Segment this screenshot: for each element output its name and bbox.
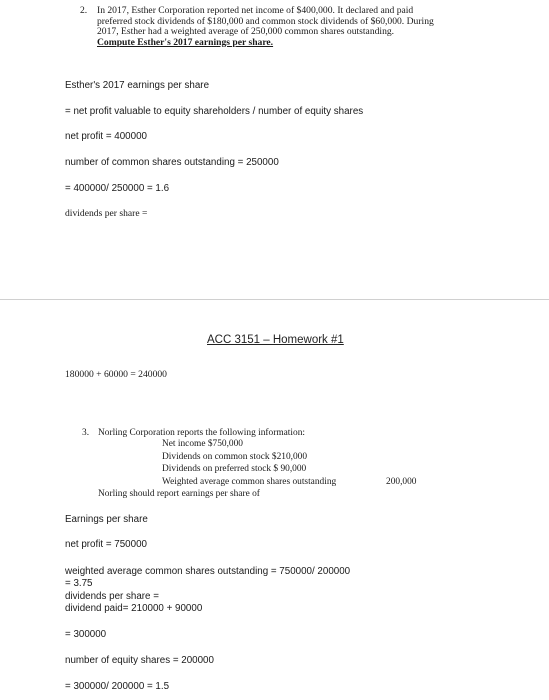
question-3-shares-value: 200,000: [386, 477, 417, 487]
question-2-body: [97, 6, 497, 48]
page-title: ACC 3151 – Homework #1: [207, 334, 344, 346]
question-3-item: Weighted average common shares outstanding: [162, 477, 337, 487]
page-divider: [0, 299, 549, 300]
answer-3-result: = 300000/ 200000 = 1.5: [65, 681, 170, 692]
dividend-sum-line: 180000 + 60000 = 240000: [65, 369, 167, 380]
question-2-task: Compute Esther's 2017 earnings per share.: [97, 36, 274, 48]
answer-3-net-profit: net profit = 750000: [65, 539, 147, 550]
question-2-line: preferred stock dividends of $180,000 and common stock dividends of $60,000. During: [97, 15, 434, 27]
answer-3-heading: Earnings per share: [65, 514, 148, 525]
answer-3-equity-shares: number of equity shares = 200000: [65, 655, 214, 666]
answer-3-paid-total: = 300000: [65, 629, 107, 640]
question-2-line: In 2017, Esther Corporation reported net income of $400,000. It declared and paid: [97, 5, 414, 16]
answer-2-formula: = net profit valuable to equity shareholders / number of equity shares: [65, 106, 364, 117]
answer-2-dividends: dividends per share =: [65, 208, 148, 219]
answer-3-dividends: dividends per share =: [65, 591, 159, 602]
answer-3-weighted: weighted average common shares outstanding = 750000/ 200000: [65, 566, 351, 577]
question-3-intro: Norling Corporation reports the following information:: [98, 428, 305, 438]
answer-2-result: = 400000/ 250000 = 1.6: [65, 183, 170, 194]
question-3-item: Dividends on preferred stock $ 90,000: [162, 464, 307, 474]
question-2-number: 2.: [80, 5, 88, 16]
answer-3-ratio: = 3.75: [65, 578, 93, 589]
answer-3-dividend-paid: dividend paid= 210000 + 90000: [65, 603, 203, 614]
answer-2-heading: Esther's 2017 earnings per share: [65, 80, 210, 91]
question-3-task: Norling should report earnings per share of: [98, 489, 260, 499]
question-2-line: 2017, Esther had a weighted average of 250,000 common shares outstanding.: [97, 26, 395, 38]
answer-2-net-profit: net profit = 400000: [65, 131, 147, 142]
answer-2-shares: number of common shares outstanding = 250000: [65, 157, 279, 168]
question-3-item: Net income $750,000: [162, 439, 243, 449]
question-3-item: Dividends on common stock $210,000: [162, 452, 308, 462]
question-3-number: 3.: [82, 428, 90, 438]
